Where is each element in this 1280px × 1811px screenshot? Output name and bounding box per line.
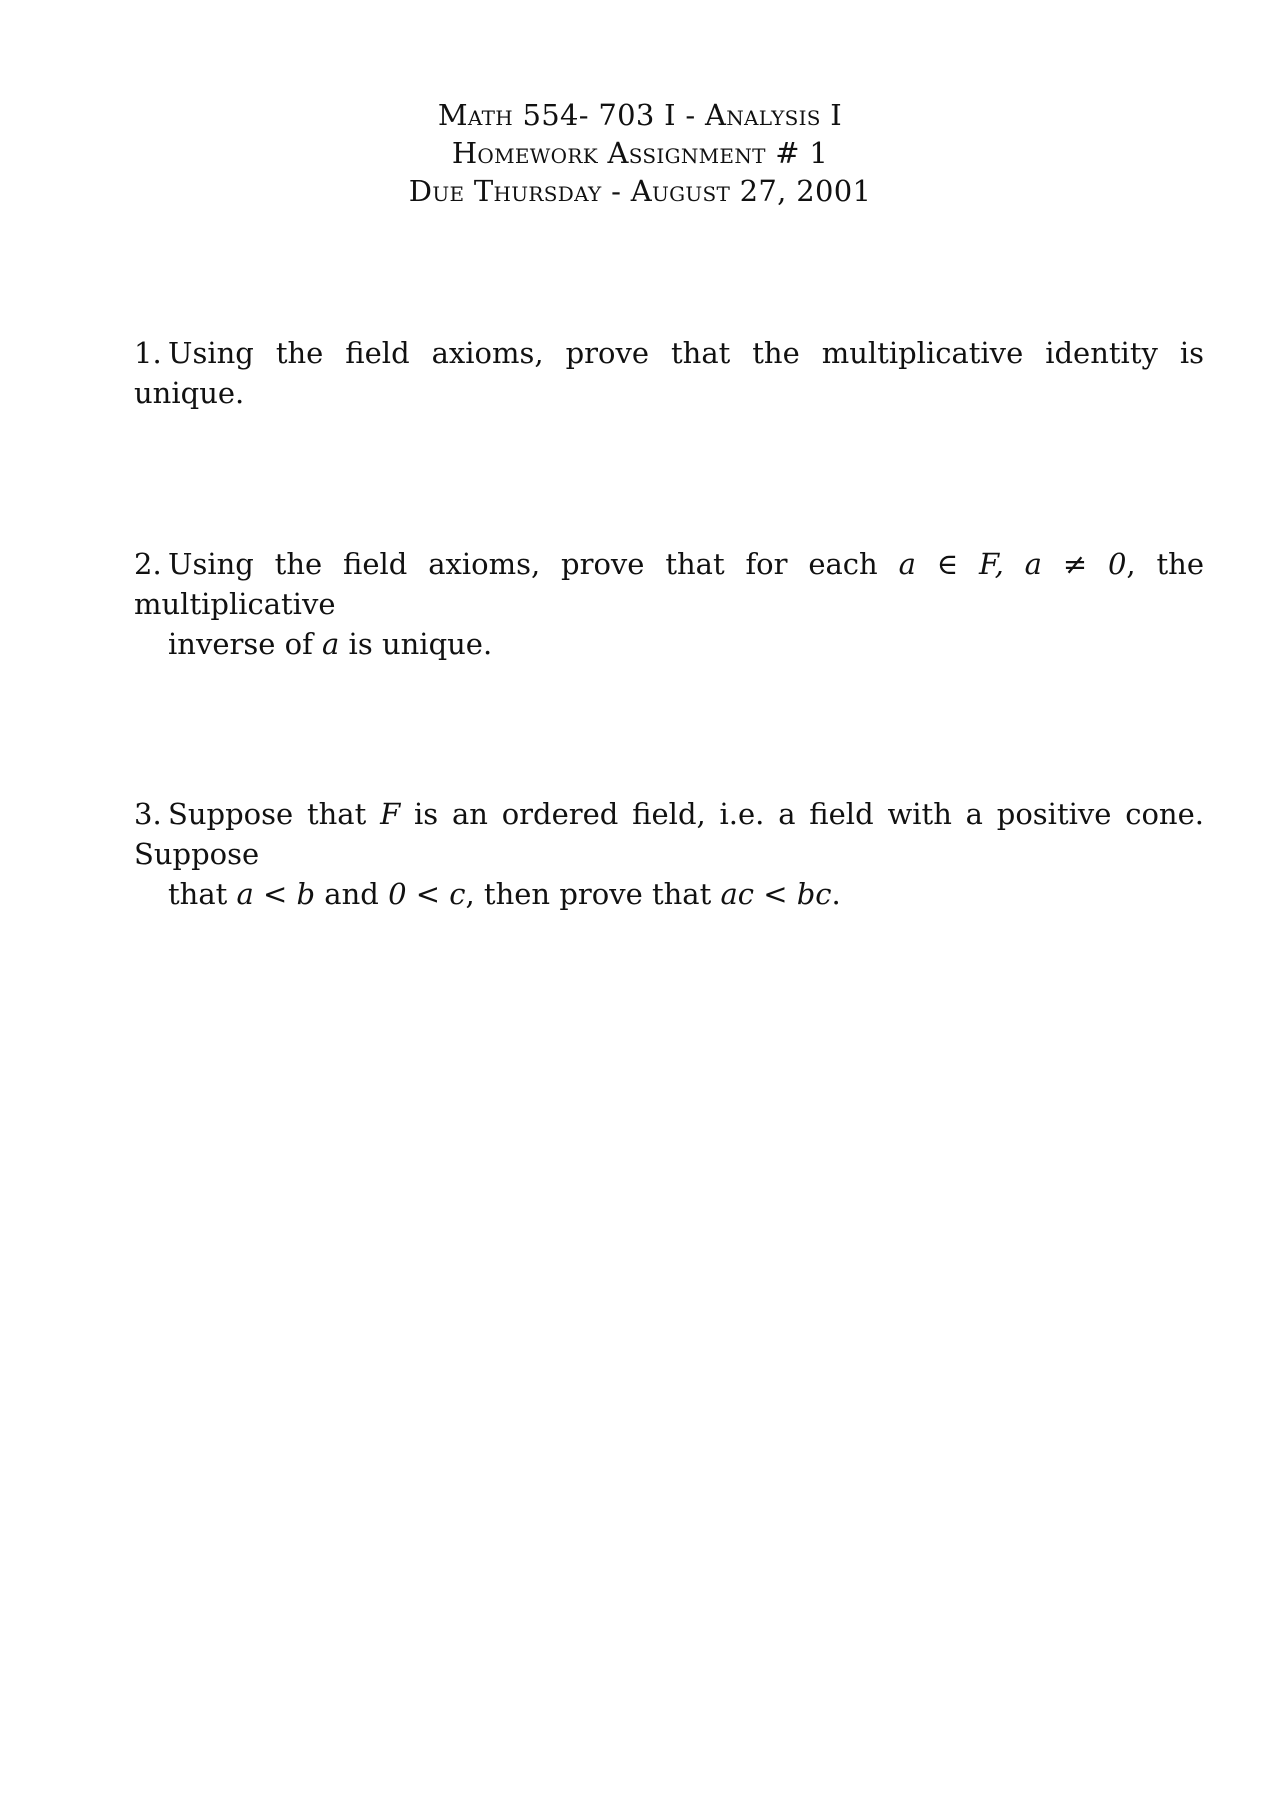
- math-expression: a < b: [236, 877, 316, 911]
- problem-number: 3.: [134, 797, 162, 831]
- problem-text: .: [831, 877, 841, 911]
- math-expression: F: [380, 797, 401, 831]
- problem-text: and: [315, 877, 389, 911]
- math-expression: ac < bc: [720, 877, 832, 911]
- problem-2-line-1: [134, 544, 1204, 624]
- problem-2: [134, 544, 1204, 664]
- problem-3-line-1: [134, 794, 1204, 874]
- problem-text: that: [168, 877, 237, 911]
- problem-text: is unique.: [339, 627, 493, 661]
- due-date: Due Thursday - August 27, 2001: [408, 174, 872, 208]
- math-expression: a ∈ F, a ≠ 0: [898, 547, 1127, 581]
- problem-1: [134, 333, 1204, 413]
- problem-text: Using the field axioms, prove that for each: [168, 547, 899, 581]
- course-title: Math 554- 703 I - Analysis I: [437, 98, 843, 132]
- problem-text: , the multiplicative: [134, 547, 1204, 621]
- problem-text: , then prove that: [465, 877, 721, 911]
- problem-1-line-1: [134, 333, 1204, 413]
- problem-text: Using the field axioms, prove that the multiplicative identity is unique.: [134, 336, 1204, 410]
- problem-2-line-2: [134, 624, 1204, 664]
- document-header: [0, 96, 1280, 210]
- problem-number: 2.: [134, 547, 162, 581]
- problem-number: 1.: [134, 336, 162, 370]
- assignment-title: Homework Assignment # 1: [451, 136, 829, 170]
- problem-3-line-2: [134, 874, 1204, 914]
- problem-3: [134, 794, 1204, 914]
- math-expression: a: [322, 627, 340, 661]
- problem-text: inverse of: [168, 627, 323, 661]
- problem-text: Suppose that: [168, 797, 381, 831]
- math-expression: 0 < c: [388, 877, 466, 911]
- problem-text: is an ordered field, i.e. a field with a positive cone. Suppose: [134, 797, 1204, 871]
